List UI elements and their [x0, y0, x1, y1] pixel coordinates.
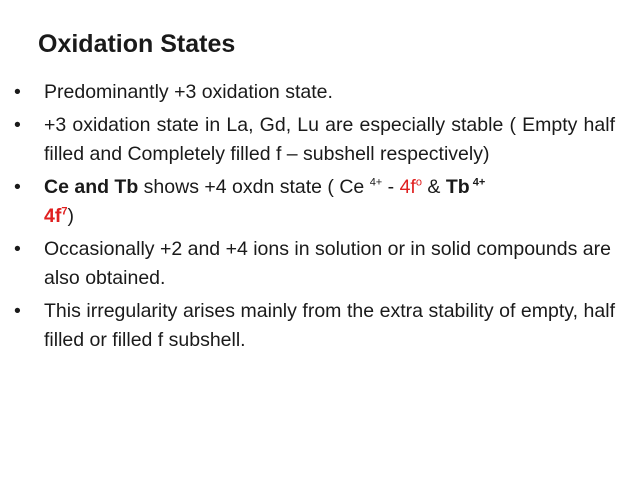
ce-config-sup: o [415, 176, 422, 189]
amp-text: & [421, 176, 446, 198]
bullet-text: +3 oxidation state in La, Gd, Lu are especially stable ( Empty half filled and Completely filled f – subshell respectively) [44, 114, 615, 165]
tb-charge: 4+ [469, 176, 486, 189]
bullet-predominant-state [0, 78, 615, 107]
shows-text: shows +4 oxdn state ( Ce [138, 176, 370, 198]
tb-configuration [44, 205, 67, 227]
bullet-text: Occasionally +2 and +4 ions in solution or in solid compounds are also obtained. [44, 238, 611, 289]
bullet-text: Predominantly +3 oxidation state. [44, 81, 333, 103]
bullet-list [0, 78, 638, 359]
bullet-text: This irregularity arises mainly from the extra stability of empty, half filled or filled f subshell. [44, 300, 615, 351]
close-paren: ) [67, 205, 74, 227]
tb-config-sup: 7 [61, 205, 68, 218]
ce-configuration [400, 176, 422, 198]
tb-config-base: 4f [44, 205, 62, 227]
dash-text: - [382, 176, 400, 198]
bullet-occasional-ions [0, 235, 615, 293]
bullet-dot-icon: • [14, 300, 21, 322]
ce-config-base: 4f [399, 176, 416, 198]
bullet-stable-plus3 [0, 111, 615, 169]
slide-title: Oxidation States [38, 30, 236, 58]
bullet-ce-tb-plus4 [0, 173, 615, 231]
bullet-dot-icon: • [14, 176, 21, 198]
ce-charge: 4+ [369, 176, 383, 189]
tb-label: Tb [445, 176, 470, 198]
bullet-dot-icon: • [14, 238, 21, 260]
bullet-dot-icon: • [14, 81, 21, 103]
bullet-dot-icon: • [14, 114, 21, 136]
bullet-irregularity [0, 297, 615, 355]
ce-tb-label: Ce and Tb [44, 176, 139, 198]
